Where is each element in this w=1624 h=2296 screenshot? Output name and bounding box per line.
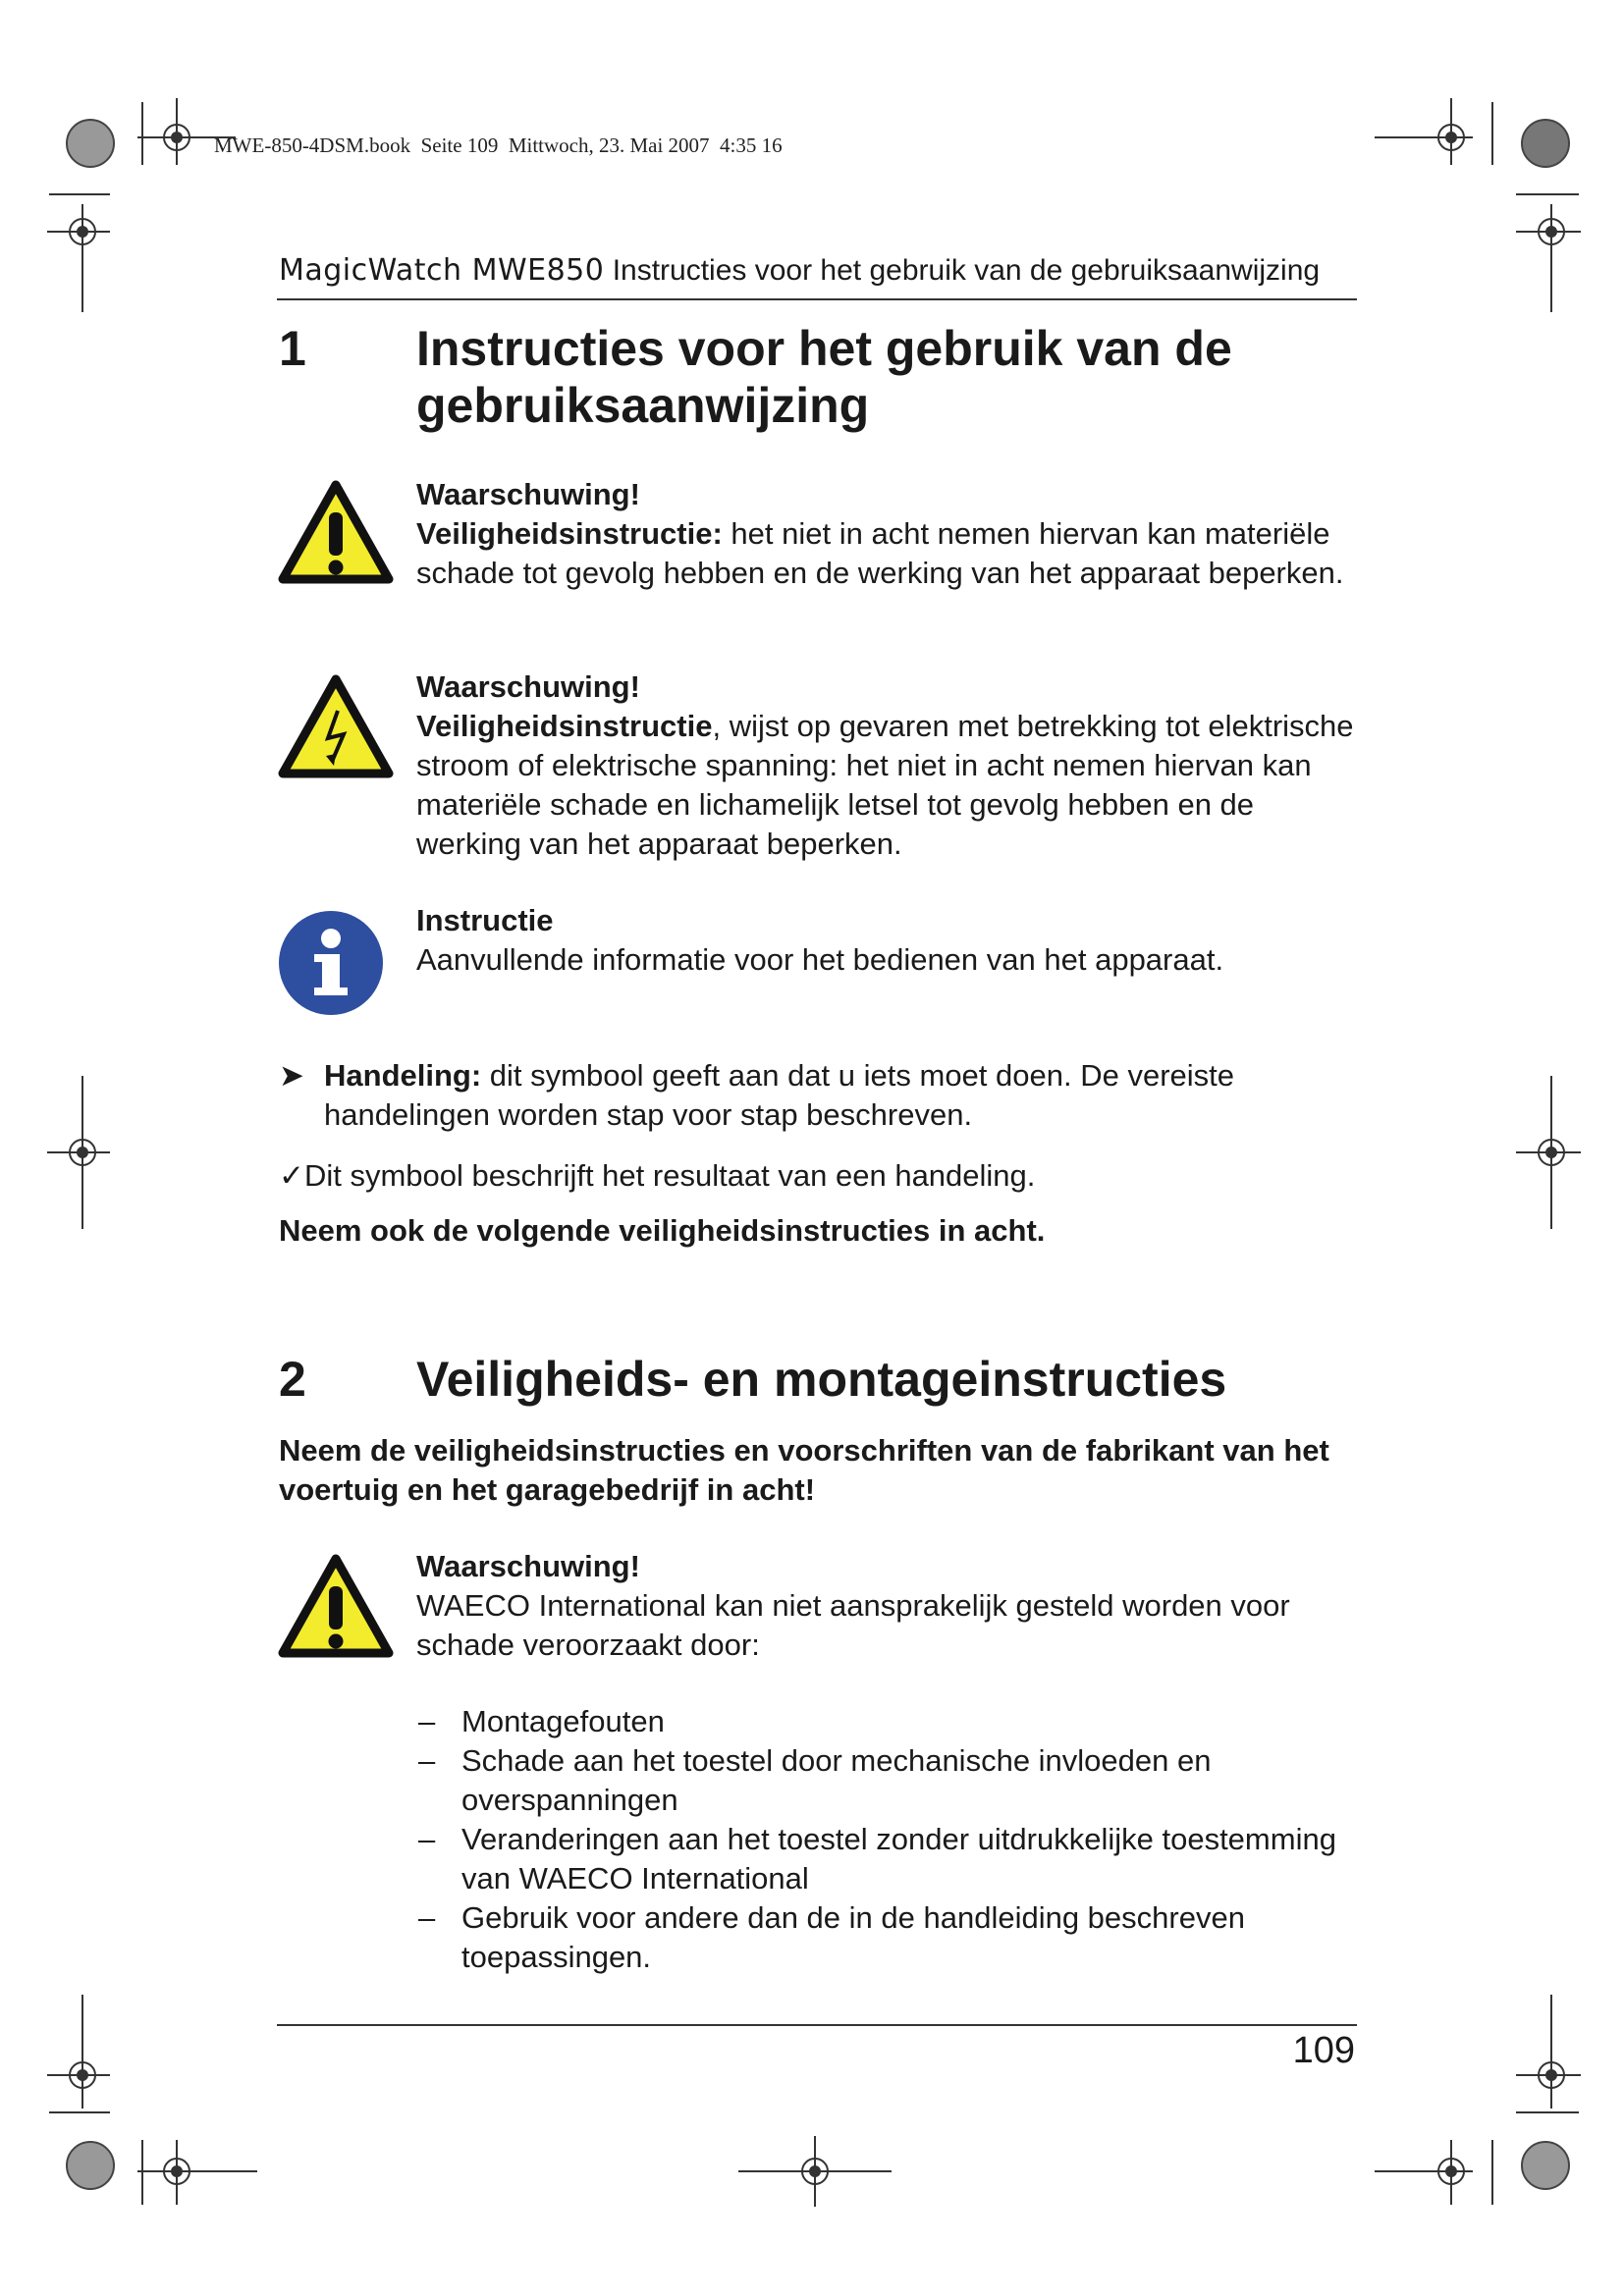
notice-1-lead: Veiligheidsinstructie:: [416, 516, 723, 551]
notice-1: [416, 475, 1359, 593]
section-2-title: Veiligheids- en montageinstructies: [416, 1352, 1227, 1407]
notice-3-text: Aanvullende informatie voor het bedienen van het apparaat.: [416, 942, 1224, 977]
running-head-brand: MagicWatch MWE850: [279, 253, 605, 288]
notice-2-heading: Waarschuwing!: [416, 669, 640, 704]
dash-marker: –: [418, 1743, 436, 1778]
handeling-text: dit symbool geeft aan dat u iets moet doen. De vereiste handelingen worden stap voor stap beschreven.: [324, 1058, 1234, 1132]
list-item: [416, 1820, 1359, 1898]
section-2-number: 2: [279, 1352, 306, 1407]
notice-4-text: WAECO International kan niet aansprakelijk gesteld worden voor schade veroorzaakt door:: [416, 1588, 1290, 1662]
warning-exclamation-icon: [277, 479, 395, 587]
handeling-lead: Handeling:: [324, 1058, 482, 1093]
dash-marker: –: [418, 1704, 436, 1738]
dash-marker: –: [418, 1900, 436, 1935]
list-item: [416, 1702, 1359, 1741]
notice-3: [416, 901, 1359, 980]
handeling-paragraph: [279, 1056, 1404, 1135]
notice-4-heading: Waarschuwing!: [416, 1549, 640, 1583]
list-item-text: Schade aan het toestel door mechanische invloeden en overspanningen: [461, 1743, 1212, 1817]
running-head-title: Instructies voor het gebruik van de gebruiksaanwijzing: [612, 254, 1321, 287]
result-line: ✓Dit symbool beschrijft het resultaat van een handeling.: [279, 1158, 1036, 1193]
warning-exclamation-icon: [277, 1553, 395, 1661]
notice-2: [416, 667, 1359, 864]
footer-rule: [277, 2024, 1357, 2026]
notice-4: [416, 1547, 1359, 1665]
info-icon: [277, 909, 385, 1017]
dash-marker: –: [418, 1822, 436, 1856]
print-info: MWE-850-4DSM.book Seite 109 Mittwoch, 23. Mai 2007 4:35 16: [214, 133, 783, 157]
list-item: [416, 1898, 1359, 1977]
list-item-text: Veranderingen aan het toestel zonder uitdrukkelijke toestemming van WAECO International: [461, 1822, 1336, 1896]
warning-electric-icon: [277, 673, 395, 781]
notice-3-heading: Instructie: [416, 903, 554, 937]
list-item-text: Gebruik voor andere dan de in de handleiding beschreven toepassingen.: [461, 1900, 1245, 1974]
header-rule: [277, 298, 1357, 300]
notice-1-heading: Waarschuwing!: [416, 477, 640, 511]
arrow-icon: ➤: [279, 1058, 304, 1093]
page-number: 109: [1292, 2030, 1355, 2071]
safety-note: Neem ook de volgende veiligheidsinstructies in acht.: [279, 1213, 1046, 1248]
list-item: [416, 1741, 1359, 1820]
section-1-number: 1: [279, 321, 306, 376]
notice-2-lead: Veiligheidsinstructie: [416, 709, 713, 743]
list-item-text: Montagefouten: [461, 1704, 665, 1738]
damage-list: [416, 1702, 1359, 1977]
section-1-title: Instructies voor het gebruik van de gebruiksaanwijzing: [416, 321, 1232, 433]
section-2-intro: Neem de veiligheidsinstructies en voorschriften van de fabrikant van het voertuig en het garagebedrijf in acht!: [279, 1433, 1329, 1507]
notice-1-text: het niet in acht nemen hiervan kan materiële schade tot gevolg hebben en de werking van het apparaat beperken.: [416, 516, 1344, 590]
running-head: [279, 253, 1359, 288]
notice-2-text: , wijst op gevaren met betrekking tot elektrische stroom of elektrische spanning: het niet in acht nemen hiervan kan materiële schade en lichamelijk letsel tot gevolg hebben en de werking van het apparaat beperken.: [416, 709, 1354, 861]
